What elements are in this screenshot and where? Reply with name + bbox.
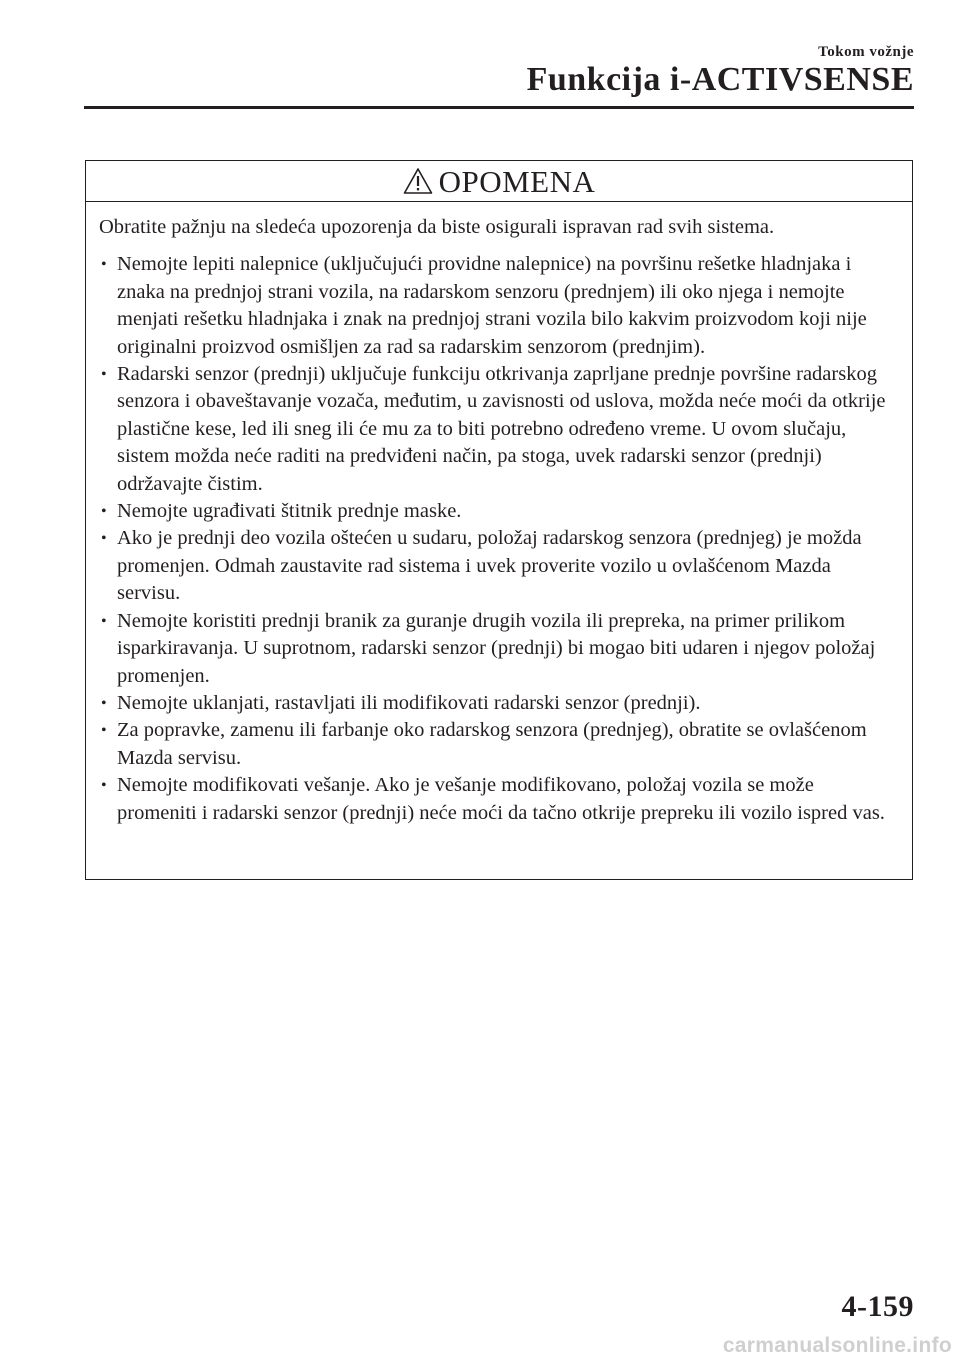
warning-title: OPOMENA: [438, 164, 596, 199]
list-item: [99, 717, 898, 772]
bullet-dot: •: [101, 503, 107, 521]
header-divider: [84, 106, 914, 109]
section-label: Tokom vožnje: [818, 44, 914, 60]
watermark: carmanualsonline.info: [722, 1334, 952, 1357]
list-item: [99, 498, 898, 525]
warning-triangle-icon: [403, 167, 433, 195]
warning-list: [99, 251, 898, 827]
list-item-text: Nemojte koristiti prednji branik za guranje drugih vozila ili prepreka, na primer prilikom isparkiravanja. U suprotnom, radarski senzor (prednji) bi mogao biti udaren i njegov položaj promenjen.: [117, 609, 876, 687]
bullet-dot: •: [101, 722, 107, 740]
list-item: [99, 772, 898, 827]
list-item: [99, 525, 898, 607]
warning-header: [86, 161, 912, 202]
warning-box: [85, 160, 913, 880]
bullet-dot: •: [101, 777, 107, 795]
list-item-text: Nemojte lepiti nalepnice (uključujući providne nalepnice) na površinu rešetke hladnjaka i znaka na prednjoj strani vozila, na radarskom senzoru (prednjem) ili oko njega i nemojte menjati rešetku hladnjaka i znak na prednjoj strani vozila bilo kakvim proizvodom koji nije originalni proizvod osmišljen za rad sa radarskim senzorom (prednjim).: [117, 253, 867, 358]
list-item-text: Ako je prednji deo vozila oštećen u sudaru, položaj radarskog senzora (prednjeg) je možda promenjen. Odmah zaustavite rad sistema i uvek proverite vozilo u ovlašćenom Mazda servisu.: [117, 527, 862, 605]
list-item-text: Nemojte ugrađivati štitnik prednje maske.: [117, 500, 462, 523]
bullet-dot: •: [101, 256, 107, 274]
warning-body: [86, 202, 912, 827]
list-item-text: Radarski senzor (prednji) uključuje funkciju otkrivanja zaprljane prednje površine radarskog senzora i obaveštavanje vozača, međutim, u zavisnosti od uslova, možda neće moći da otkrije plastične kese, led ili sneg ili će mu za to biti potrebno određeno vreme. U ovom slučaju, sistem možda neće raditi na predviđeni način, pa stoga, uvek radarski senzor (prednji) održavajte čistim.: [117, 363, 886, 495]
bullet-dot: •: [101, 366, 107, 384]
bullet-dot: •: [101, 612, 107, 630]
list-item: [99, 690, 898, 717]
page-number: 4-159: [841, 1290, 914, 1323]
bullet-dot: •: [101, 530, 107, 548]
page-title: Funkcija i-ACTIVSENSE: [526, 61, 914, 98]
list-item-text: Nemojte uklanjati, rastavljati ili modifikovati radarski senzor (prednji).: [117, 691, 701, 714]
list-item-text: Za popravke, zamenu ili farbanje oko radarskog senzora (prednjeg), obratite se ovlašćenom Mazda servisu.: [117, 719, 867, 769]
bullet-dot: •: [101, 694, 107, 712]
list-item: [99, 251, 898, 361]
list-item-text: Nemojte modifikovati vešanje. Ako je vešanje modifikovano, položaj vozila se može promeniti i radarski senzor (prednji) neće moći da tačno otkrije prepreku ili vozilo ispred vas.: [117, 774, 885, 824]
list-item: [99, 608, 898, 690]
warning-intro: Obratite pažnju na sledeća upozorenja da biste osigurali ispravan rad svih sistema.: [99, 216, 775, 238]
list-item: [99, 361, 898, 498]
